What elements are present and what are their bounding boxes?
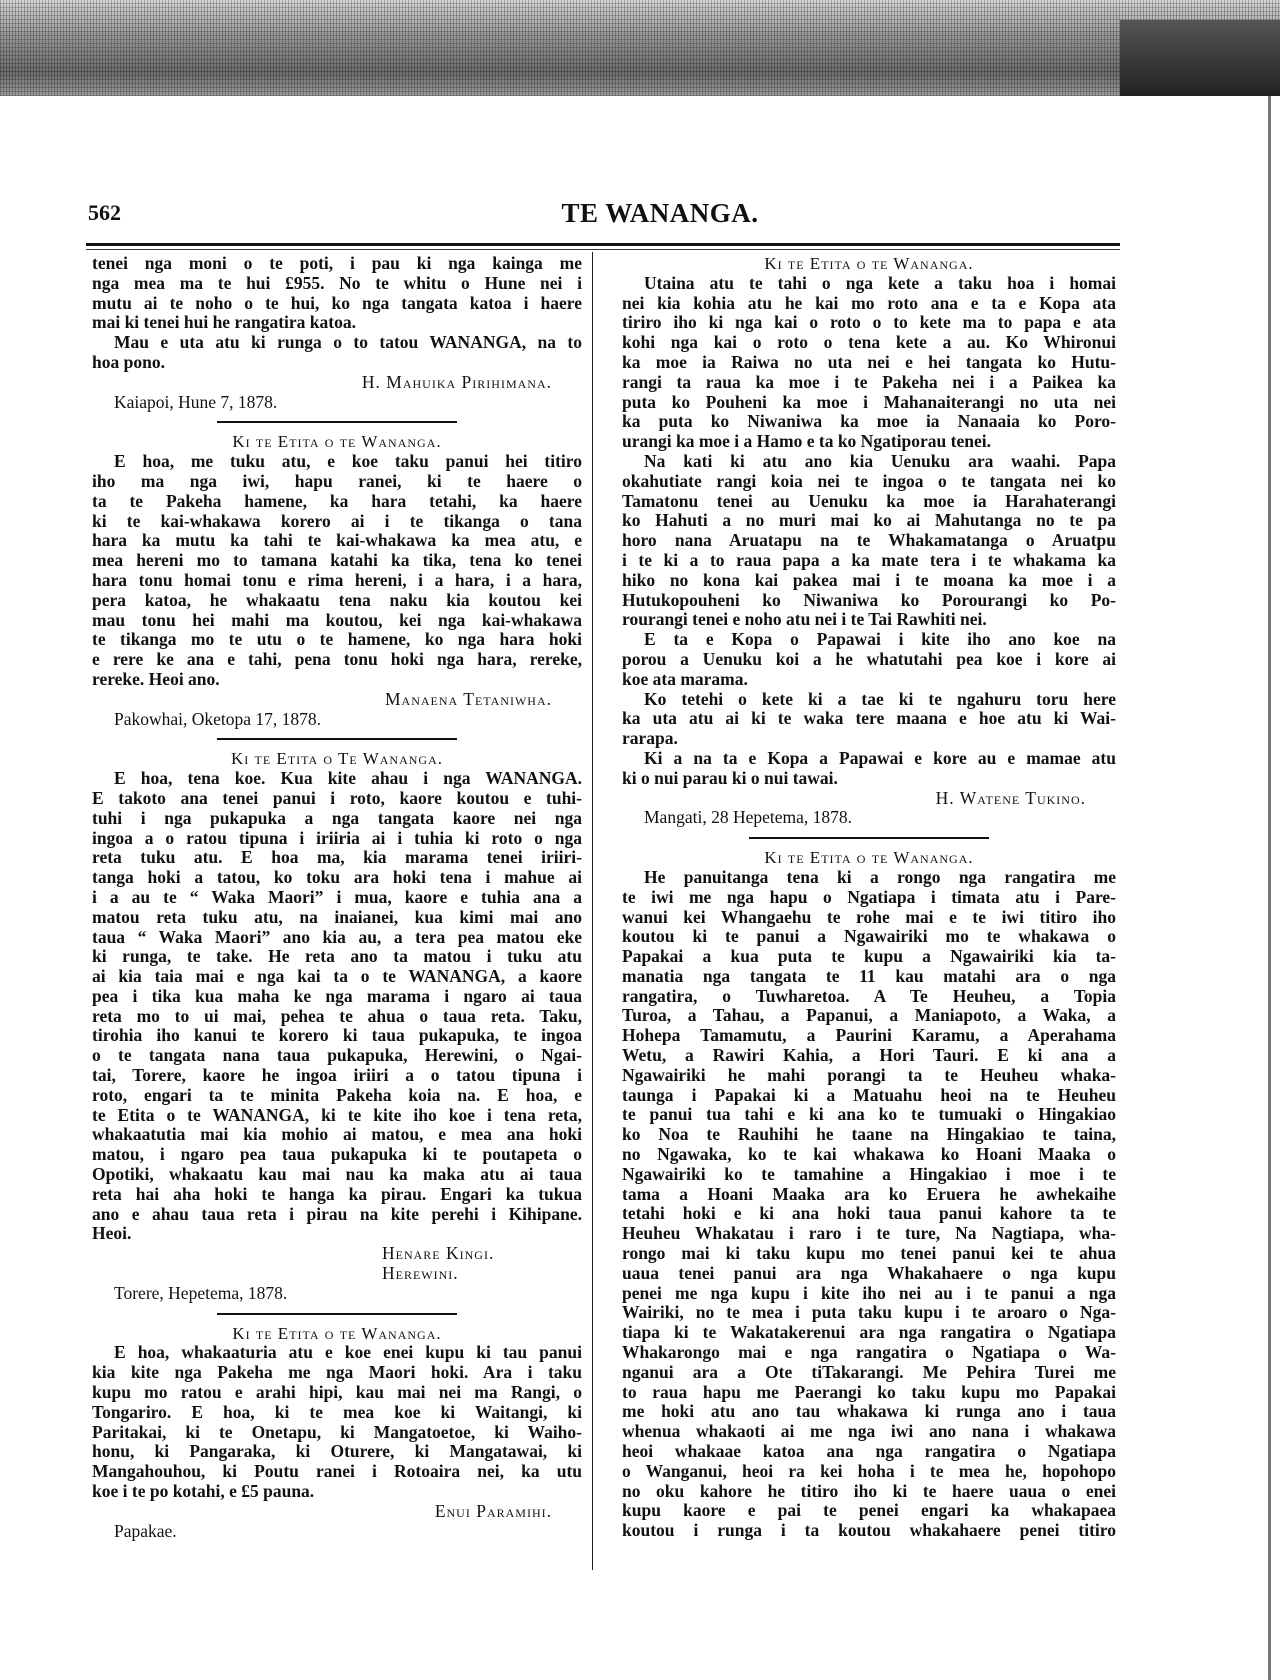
letter-heading: Ki te Etita o te Wananga. [764,254,974,273]
text-line: ka puta ko Niwaniwa ka moe ia Nanaaia ko Poro- [622,411,1116,432]
text-line: uaua tenei panui ara nga Whakahaere o nga kupu [622,1262,1116,1283]
text-line: mai ki tenei hui he rangatira katoa. [92,312,356,333]
text-line: ka moe ia Raiwa no uta nei e hei tangata ko Hutu- [622,351,1116,372]
text-line: tiapa ki te Wakatakerenui ara nga rangatira o Ngatiapa [622,1322,1116,1343]
text-line: kohi nga kai o roto o tena kete a au. Ko Whironui [622,332,1116,353]
page-edge [1268,96,1271,1680]
text-line: iho ma nga iwi, hapu ranei, ki te haere o [92,470,582,491]
text-line: Wetu, a Rawiri Kahia, a Hori Tauri. E ki ana a [622,1045,1116,1066]
text-line: tiriro iho ki nga kai o roto o to kete ma to papa e ata [622,312,1116,333]
text-line: hoa pono. [92,351,165,372]
text-line: rongo mai ki taku kupu mo tenei panui kei te ahua [622,1243,1116,1264]
section-divider [92,729,582,749]
text-line: Heoi. [92,1223,132,1244]
text-line: Whakarongo mai e nga rangatira o Ngatiapa o Wa- [622,1342,1116,1363]
section-divider [92,1304,582,1324]
text-line: matou reta tuku atu, na inaianei, kua kimi mai ano [92,906,582,927]
letter-paragraph [92,452,582,690]
text-line: mea hereni mo to tamana katahi ka tika, tena ko tenei [92,550,582,571]
dateline: Torere, Hepetema, 1878. [114,1282,288,1303]
text-line: Ngawairiki ko te tamahine a Hingakiao i moe i te [622,1163,1116,1184]
letter-paragraph [92,769,582,1244]
text-line: hara tonu homai tonu e rima hereni, i a hara, i a hara, [92,569,582,590]
signature: Manaena Tetaniwha. [384,688,552,709]
text-line: no oku kahore he titiro iho ki te haere uaua o enei [622,1480,1116,1501]
text-line: ka uta atu ai ki te waka tere maana e hoe atu ki Wai- [622,708,1116,729]
letter-heading: Ki te Etita o te Wananga. [764,848,974,868]
text-line: Papakai a kua puta te kupu a Ngawairiki kia ta- [622,946,1116,967]
text-line: koe i te po kotahi, e £5 pauna. [92,1481,315,1502]
text-line: honu, ki Pangaraka, ki Oturere, ki Mangatawai, ki [92,1441,582,1462]
text-line: Mau e uta atu ki runga o to tatou WANANGA, na to [114,332,582,353]
text-line: matou, i ngaro pea taua pukapuka ki te poutapeta o [92,1144,582,1165]
text-line: roto, engari ta te minita Pakeha koia na. E hoa, e [92,1084,582,1105]
text-line: tenei nga moni o te poti, i pau ki nga kainga me [92,253,582,273]
text-line: ta te Pakeha hamene, ka hara tetahi, ka haere [92,490,582,511]
signature: Enui Paramihi. [434,1500,552,1521]
text-line: koe ata marama. [622,668,748,689]
text-line: Utaina atu te tahi o nga kete a taku hoa i homai [644,272,1116,293]
letter-paragraph [622,274,1116,452]
text-line: urangi ka moe i a Hamo e ta ko Ngatiporau tenei. [622,431,991,452]
text-line: me hoki atu ano tau whakawa ki runga ano i taua [622,1401,1116,1422]
text-line: penei me nga kupu i kite iho nei au i te panui a nga [622,1282,1116,1303]
text-line: reta mo to ui mai, pehea te ahua o taua reta. Taku, [92,1005,582,1026]
text-line: wanui kei Whangaehu te rohe mai e te iwi titiro iho [622,906,1116,927]
text-line: okahutiate rangi koia nei te ingoa o te tangata nei ko [622,470,1116,491]
text-line: Ko tetehi o kete ki a tae ki te ngahuru toru here [644,688,1116,709]
scan-noise-band [0,0,1280,96]
text-line: whenua whakaoti ai me nga iwi ano nana i whakawa [622,1421,1116,1442]
text-line: hiko no kona kai pakea mai i te moana ka moe i a [622,569,1116,590]
text-line: ko Hahuti a no muri mai ko ai Mahutanga no te pa [622,510,1116,531]
text-line: ki te kai-whakawa korero ai i te tikanga o tana [92,510,582,531]
left-column [92,254,582,1541]
dateline: Kaiapoi, Hune 7, 1878. [114,391,278,412]
text-line: te tikanga mo te utu o te hamene, ko nga hara hoki [92,629,582,650]
text-line: Ki a na ta e Kopa a Papawai e kore au e mamae atu [644,747,1116,768]
letter-paragraph [92,333,582,373]
text-line: mutu ai te noho o te hui, ko nga tangata katoa i haere [92,292,582,313]
letter-heading: Ki te Etita o te Wananga. [232,1323,442,1343]
text-line: te iwi me nga hapu o Ngatiapa i timata atu i Pare- [622,886,1116,907]
text-line: reta tuku atu. E hoa ma, kia marama tenei iriiri- [92,847,582,868]
letter-paragraph [622,749,1116,789]
text-line: puta ko Pouheni ka moe i Mahanaiterangi no uta nei [622,391,1116,412]
text-line: Hutukopouheni ko Niwaniwa ko Porourangi ko Po- [622,589,1116,610]
right-column [622,254,1116,1541]
text-line: ano e ahau taua reta i pirau na kite perehi i Kihipane. [92,1203,582,1224]
text-line: rangi ta raua ka moe i te Pakeha nei i a Paikea ka [622,371,1116,392]
header-rule [86,243,1120,246]
letter-paragraph [622,690,1116,749]
text-line: Mangahouhou, ki Poutu ranei i Rotoaira nei, ka utu [92,1461,582,1482]
text-line: heoi whakaae katoa ana nga rangatira o Ngatiapa [622,1441,1116,1462]
signature: H. Mahuika Pirihimana. [361,371,552,392]
text-line: Paritakai, ki te Onetapu, ki Mangatoetoe, ki Waiho- [92,1421,582,1442]
text-line: ki runga, te take. He reta ano ta matou i tuku atu [92,946,582,967]
text-line: horo nana Aruatapu na te Whakamatanga o Aruatpu [622,530,1116,551]
text-line: whakaatutia mai kia mohio ai matou, e mea ana hoki [92,1124,582,1145]
section-divider [92,412,582,432]
letter-heading: Ki te Etita o te Wananga. [232,432,442,452]
letter-paragraph [92,1343,582,1501]
dateline: Mangati, 28 Hepetema, 1878. [644,807,853,828]
letter-paragraph [622,868,1116,1541]
text-line: ingoa a o ratou tipuna i iriiria ai i tuhia ki roto o nga [92,827,582,848]
text-line: rarapa. [622,728,678,749]
text-line: Wairiki, no te mea i puta taku kupu i te aroaro o Nga- [622,1302,1116,1323]
text-line: ai kia taia mai e nga kai ta o te WANANGA, a kaore [92,966,582,987]
text-line: no Ngawaka, ko te kai whakawa ko Hoani Maaka o [622,1144,1116,1165]
signature: H. Watene Tukino. [935,787,1086,808]
text-line: Hohepa Tamamutu, a Paurini Karamu, a Aperahama [622,1025,1116,1046]
text-line: ki o nui parau ki o nui tawai. [622,767,838,788]
text-line: E hoa, me tuku atu, e koe taku panui hei titiro [114,451,582,472]
text-line: pea i tika kua maha ke nga marama i ngaro ai taua [92,985,582,1006]
section-divider [622,828,1116,848]
signature: Herewini. [382,1263,459,1284]
text-line: kia kite nga Pakeha me nga Maori hoki. Ara i taku [92,1362,582,1383]
dateline: Papakae. [114,1520,177,1541]
text-line: E hoa, whakaaturia atu e koe enei kupu ki tau panui [114,1342,582,1363]
text-line: Tamatonu tenei au Uenuku ka moe ia Harahaterangi [622,490,1116,511]
text-line: koutou i runga i ta koutou whakahaere penei titiro [622,1520,1116,1541]
text-line: kupu kaore e pai te penei engari ka whakapaea [622,1500,1116,1521]
text-line: o Wanganui, heoi ra kei hoha i te mea he, hopohopo [622,1460,1116,1481]
text-line: mau tonu hei mahi ma koutou, kei nga kai-whakawa [92,609,582,630]
text-line: Opotiki, whakaatu kau mai nau ka maka atu ai taua [92,1164,582,1185]
header-rule-thin [86,249,1120,250]
text-line: Heuheu Whakatau i raro i te ture, Na Nagtiapa, wha- [622,1223,1116,1244]
text-line: rereke. Heoi ano. [92,668,220,689]
text-line: ko Noa te Rauhihi he taane na Hingakiao te taina, [622,1124,1116,1145]
text-line: taunga i Papakai ki a Matuahu heoi na te Heuheu [622,1084,1116,1105]
text-line: koutou ki te panui a Ngawairiki mo te whakawa o [622,926,1116,947]
text-line: Tongariro. E hoa, ki te mea koe ki Waitangi, ki [92,1401,582,1422]
text-line: i te ki a to raua papa a ka mate tera i te whakama ka [622,549,1116,570]
text-line: tanga hoki a tatou, ko toku ara hoki tena i mahue ai [92,867,582,888]
text-line: tama a Hoani Maaka ara ko Eruera he awhekaihe [622,1183,1116,1204]
text-line: te panui tua tahi e ki ana ko te tumuaki o Hingakiao [622,1104,1116,1125]
text-line: manatia nga tangata te 11 kau matahi ara o nga [622,965,1116,986]
newspaper-title: TE WANANGA. [561,198,759,228]
text-line: e rere ke ana e tahi, pena tonu hoki nga hara, rereke, [92,649,582,670]
text-line: i a au te “ Waka Maori” i mua, kaore e tuhia ana a [92,886,582,907]
text-line: tirohia iho kanui te korero ki taua pukapuka, te ingoa [92,1025,582,1046]
column-divider [592,252,593,1570]
letter-heading: Ki te Etita o Te Wananga. [231,749,443,769]
text-line: nganui ara a Ote tiTakarangi. Me Pehira Turei me [622,1361,1116,1382]
text-line: hara ka mutu ka tahi te kai-whakawa ka mea atu, e [92,530,582,551]
text-line: pera katoa, he whakaatu tena naku kia koutou kei [92,589,582,610]
dateline: Pakowhai, Oketopa 17, 1878. [114,708,322,729]
text-line: tetahi hoki e ki ana hoki taua panui kahore ta te [622,1203,1116,1224]
text-line: tai, Torere, kaore he ingoa iriiri a o tatou tipuna i [92,1065,582,1086]
text-line: rourangi tenei e noho atu nei i te Tai Rawhiti nei. [622,609,987,630]
page-number: 562 [88,200,121,225]
text-line: Na kati ki atu ano kia Uenuku ara waahi. Papa [644,450,1116,471]
text-line: E takoto ana tenei panui i roto, kaore koutou e tuhi- [92,787,582,808]
text-line: te Etita o te WANANGA, ki te kite iho koe i tena reta, [92,1104,582,1125]
text-line: o te tangata nana taua pukapuka, Herewini, o Ngai- [92,1045,582,1066]
signature: Henare Kingi. [382,1243,495,1264]
text-line: He panuitanga tena ki a rongo nga rangatira me [644,866,1116,887]
text-line: to raua hapu me Paerangi ko taku kupu mo Papakai [622,1381,1116,1402]
letter-paragraph [622,452,1116,630]
text-line: porou a Uenuku koi a he whatutahi pea koe i kore ai [622,648,1116,669]
text-line: nga mea ma te hui £955. No te whitu o Hune nei i [92,272,582,293]
text-line: Turoa, a Tahau, a Papanui, a Maniapoto, a Waka, a [622,1005,1116,1026]
text-line: Ngawairiki he mahi porangi ta te Heuheu whaka- [622,1064,1116,1085]
text-line: reta hai aha hoki te hanga ka pirau. Engari ka tukua [92,1183,582,1204]
text-line: kupu mo ratou e arahi hipi, kau mai nei ma Rangi, o [92,1382,582,1403]
letter-paragraph [622,630,1116,689]
text-line: E hoa, tena koe. Kua kite ahau i nga WANANGA. [114,768,582,789]
text-line: nei kia kohia atu he kai mo roto ana e ta e Kopa ata [622,292,1116,313]
text-line: E ta e Kopa o Papawai i kite iho ano koe na [644,629,1116,650]
text-line: tuhi i nga pukapuka a nga tangata kaore nei nga [92,807,582,828]
text-line: rangatira, o Tuwharetoa. A Te Heuheu, a Topia [622,985,1116,1006]
text-line: taua “ Waka Maori” ano kia au, a tera pea matou eke [92,926,582,947]
letter-paragraph [92,254,582,333]
